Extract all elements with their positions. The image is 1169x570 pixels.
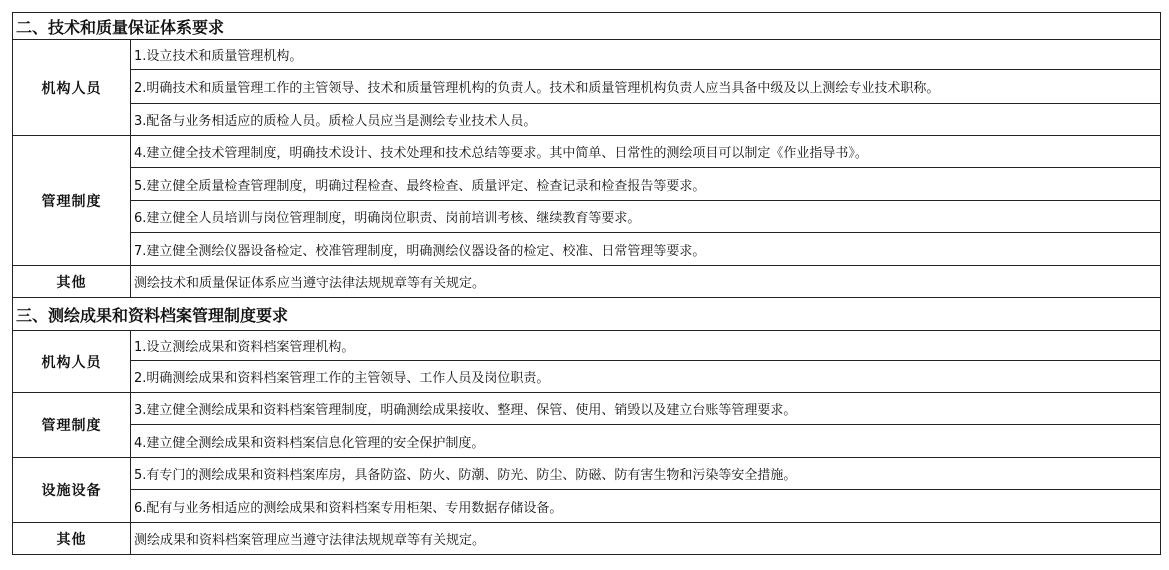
- table-row: [13, 104, 1161, 136]
- table-row: [13, 490, 1161, 523]
- requirement-item: 3.建立健全测绘成果和资料档案管理制度，明确测绘成果接收、整理、保管、使用、销毁以及建立台账等管理要求。: [131, 393, 1161, 425]
- table-row: [13, 233, 1161, 266]
- table-row: [13, 393, 1161, 425]
- section-title: 三、测绘成果和资料档案管理制度要求: [13, 298, 1161, 331]
- requirement-item: 测绘技术和质量保证体系应当遵守法律法规规章等有关规定。: [131, 266, 1161, 298]
- requirement-item: 6.配有与业务相适应的测绘成果和资料档案专用柜架、专用数据存储设备。: [131, 490, 1161, 523]
- requirements-table: [12, 12, 1161, 555]
- table-row: [13, 168, 1161, 201]
- table-row: [13, 70, 1161, 104]
- requirement-item: 7.建立健全测绘仪器设备检定、校准管理制度，明确测绘仪器设备的检定、校准、日常管理等要求。: [131, 233, 1161, 266]
- table-row: [13, 425, 1161, 458]
- requirement-item: 5.有专门的测绘成果和资料档案库房，具备防盗、防火、防潮、防光、防尘、防磁、防有害生物和污染等安全措施。: [131, 458, 1161, 490]
- requirement-item: 1.设立技术和质量管理机构。: [131, 40, 1161, 70]
- section-header-row: [13, 298, 1161, 331]
- requirement-item: 4.建立健全技术管理制度，明确技术设计、技术处理和技术总结等要求。其中简单、日常性的测绘项目可以制定《作业指导书》。: [131, 136, 1161, 168]
- requirement-item: 测绘成果和资料档案管理应当遵守法律法规规章等有关规定。: [131, 523, 1161, 555]
- category-label: 其他: [13, 266, 131, 298]
- category-label: 设施设备: [13, 458, 131, 523]
- requirement-item: 1.设立测绘成果和资料档案管理机构。: [131, 331, 1161, 361]
- requirement-item: 4.建立健全测绘成果和资料档案信息化管理的安全保护制度。: [131, 425, 1161, 458]
- table-row: [13, 40, 1161, 70]
- requirement-item: 5.建立健全质量检查管理制度，明确过程检查、最终检查、质量评定、检查记录和检查报告等要求。: [131, 168, 1161, 201]
- table-row: [13, 361, 1161, 393]
- category-label: 管理制度: [13, 136, 131, 266]
- category-label: 机构人员: [13, 331, 131, 393]
- requirement-item: 6.建立健全人员培训与岗位管理制度，明确岗位职责、岗前培训考核、继续教育等要求。: [131, 201, 1161, 233]
- category-label: 机构人员: [13, 40, 131, 136]
- table-row: [13, 331, 1161, 361]
- category-label: 其他: [13, 523, 131, 555]
- requirement-item: 2.明确技术和质量管理工作的主管领导、技术和质量管理机构的负责人。技术和质量管理机构负责人应当具备中级及以上测绘专业技术职称。: [131, 70, 1161, 104]
- requirement-item: 2.明确测绘成果和资料档案管理工作的主管领导、工作人员及岗位职责。: [131, 361, 1161, 393]
- table-row: [13, 201, 1161, 233]
- table-row: [13, 458, 1161, 490]
- table-row: [13, 266, 1161, 298]
- table-row: [13, 136, 1161, 168]
- requirement-item: 3.配备与业务相适应的质检人员。质检人员应当是测绘专业技术人员。: [131, 104, 1161, 136]
- section-title: 二、技术和质量保证体系要求: [13, 13, 1161, 40]
- table-row: [13, 523, 1161, 555]
- category-label: 管理制度: [13, 393, 131, 458]
- section-header-row: [13, 13, 1161, 40]
